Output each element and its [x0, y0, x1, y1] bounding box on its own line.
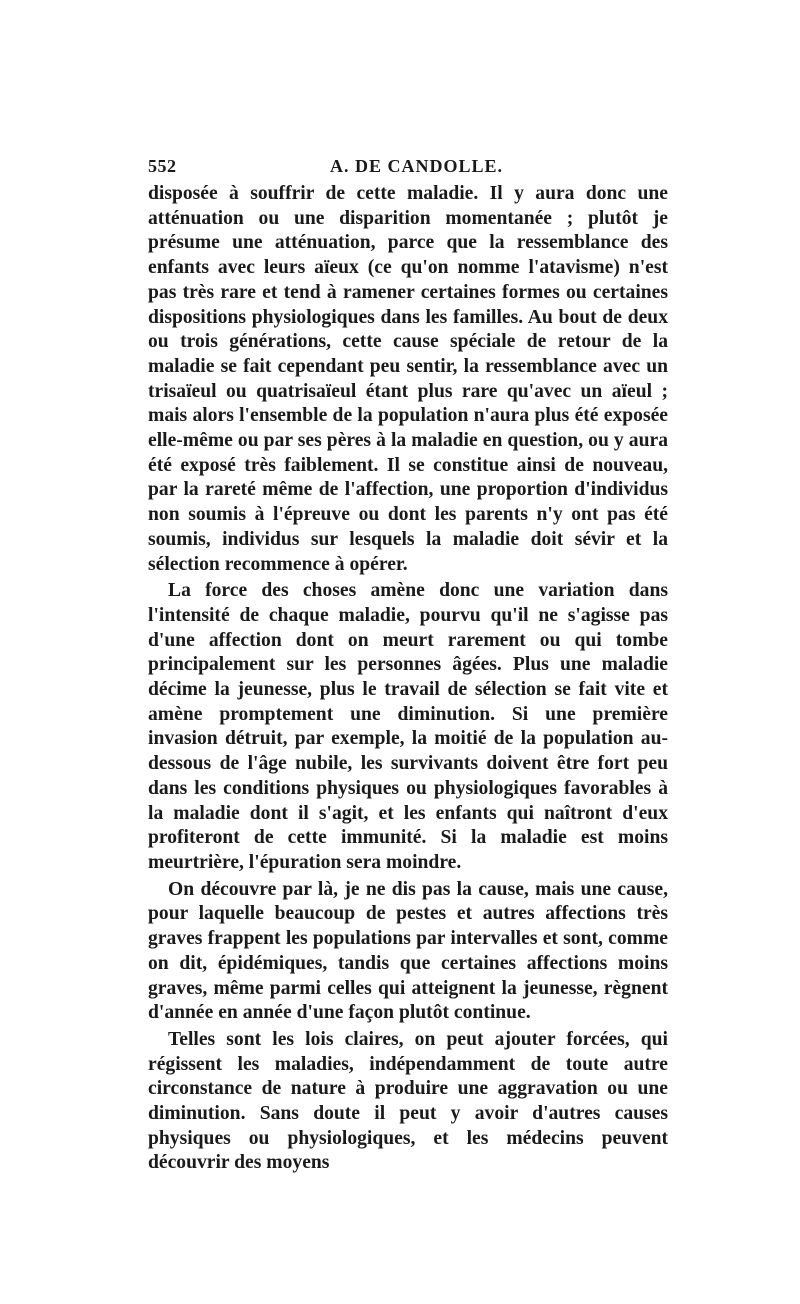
page-number: 552 [148, 156, 177, 176]
paragraph-4: Telles sont les lois claires, on peut ajouter forcées, qui régissent les maladies, indépendamment de toute autre circonstance de nature à produire une aggravation ou une diminution. Sans doute il peut y avoir d'autres causes physiques ou physiologiques, et les médecins peuvent découvrir des moyens [148, 1028, 668, 1174]
body-text [148, 182, 668, 1176]
paragraph-3: On découvre par là, je ne dis pas la cause, mais une cause, pour laquelle beaucoup de pestes et autres affections très graves frappent les populations par intervalles et sont, comme on dit, épidémiques, tandis que certaines affections moins graves, même parmi celles qui atteignent la jeunesse, règnent d'année en année d'une façon plutôt continue. [148, 878, 668, 1024]
running-head [148, 156, 668, 182]
running-title: A. DE CANDOLLE. [330, 156, 504, 176]
paragraph-1: disposée à souffrir de cette maladie. Il y aura donc une atténuation ou une disparition momentanée ; plutôt je présume une atténuation, parce que la ressemblance des enfants avec leurs aïeux (ce qu'on nomme l'atavisme) n'est pas très rare et tend à ramener certaines formes ou certaines dispositions physiologiques dans les familles. Au bout de deux ou trois générations, cette cause spéciale de retour de la maladie se fait cependant peu sentir, la ressemblance avec un trisaïeul ou quatrisaïeul étant plus rare qu'avec un aïeul ; mais alors l'ensemble de la population n'aura plus été exposée elle-même ou par ses pères à la maladie en question, ou y aura été exposé très faiblement. Il se constitue ainsi de nouveau, par la rareté même de l'affection, une proportion d'individus non soumis à l'épreuve ou dont les parents n'y ont pas été soumis, individus sur lesquels la maladie doit sévir et la sélection recommence à opérer. [148, 183, 668, 575]
paragraph-2: La force des choses amène donc une variation dans l'intensité de chaque maladie, pourvu qu'il ne s'agisse pas d'une affection dont on meurt rarement ou qui tombe principalement sur les personnes âgées. Plus une maladie décime la jeunesse, plus le travail de sélection se fait vite et amène promptement une diminution. Si une première invasion détruit, par exemple, la moitié de la population au-dessous de l'âge nubile, les survivants doivent être fort peu dans les conditions physiques ou physiologiques favorables à la maladie dont il s'agit, et les enfants qui naîtront d'eux profiteront de cette immunité. Si la maladie est moins meurtrière, l'épuration sera moindre. [148, 580, 668, 873]
